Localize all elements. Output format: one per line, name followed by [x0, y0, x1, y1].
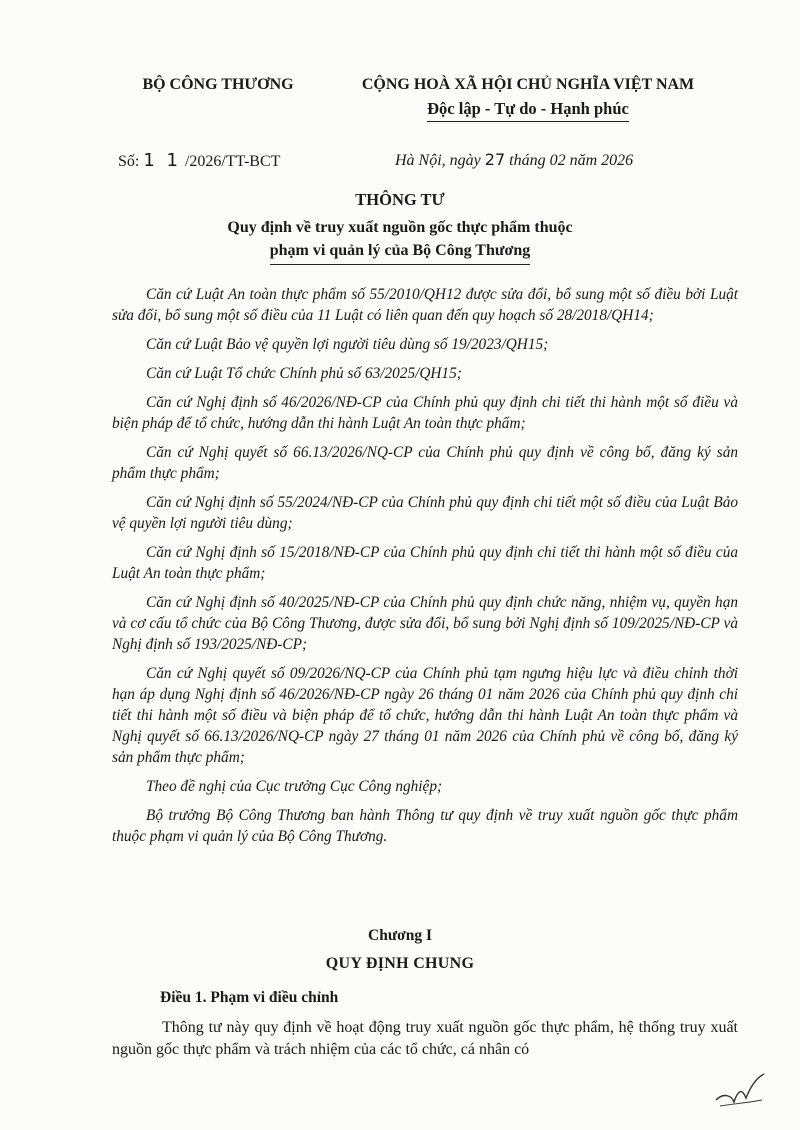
preamble-paragraph: Căn cứ Nghị quyết số 66.13/2026/NQ-CP của Chính phủ quy định về công bố, đăng ký sản phẩm thực phẩm; — [112, 444, 738, 482]
preamble-paragraph: Theo đề nghị của Cục trưởng Cục Công nghiệp; — [146, 778, 443, 795]
preamble-paragraph: Căn cứ Luật Tổ chức Chính phủ số 63/2025/QH15; — [146, 365, 462, 382]
preamble-paragraph: Căn cứ Nghị định số 40/2025/NĐ-CP của Chính phủ quy định chức năng, nhiệm vụ, quyền hạn và cơ cấu tổ chức của Bộ Công Thương, được sửa đổi, bổ sung bởi Nghị định số 109/2025/NĐ-CP và Nghị định số 193/2025/NĐ-CP; — [112, 594, 738, 653]
ministry-name: BỘ CÔNG THƯƠNG — [142, 76, 294, 93]
chapter-heading: Chương I — [368, 927, 432, 944]
preamble-paragraph: Căn cứ Luật Bảo vệ quyền lợi người tiêu dùng số 19/2023/QH15; — [146, 336, 549, 353]
handwritten-initials-mark — [712, 1070, 770, 1110]
preamble-paragraph: Căn cứ Luật An toàn thực phẩm số 55/2010/QH12 được sửa đổi, bổ sung một số điều bởi Luật sửa đổi, bổ sung một số điều của 11 Luật có liên quan đến quy hoạch số 28/2018/QH14; — [112, 286, 738, 324]
article-heading: Điều 1. Phạm vi điều chỉnh — [160, 989, 339, 1006]
place-date — [395, 150, 633, 170]
article-body — [112, 1017, 738, 1061]
preamble-paragraph: Căn cứ Nghị quyết số 09/2026/NQ-CP của Chính phủ tạm ngưng hiệu lực và điều chỉnh thời hạn áp dụng Nghị định số 46/2026/NĐ-CP ngày 26 tháng 01 năm 2026 của Chính phủ quy định chi tiết thi hành một số điều và biện pháp để tổ chức, hướng dẫn thi hành Luật An toàn thực phẩm và Nghị quyết số 66.13/2026/NQ-CP ngày 27 tháng 01 năm 2026 của Chính phủ về công bố, đăng ký sản phẩm thực phẩm; — [112, 665, 738, 766]
document-number — [118, 150, 280, 171]
doc-number-handwritten: 1 1 — [143, 150, 181, 171]
nation-title: CỘNG HOÀ XÃ HỘI CHỦ NGHĨA VIỆT NAM — [361, 76, 695, 93]
preamble-paragraph: Căn cứ Nghị định số 15/2018/NĐ-CP của Chính phủ quy định chi tiết thi hành một số điều của Luật An toàn thực phẩm; — [112, 544, 738, 582]
doc-number-prefix: Số: — [118, 153, 144, 170]
article-paragraph: Thông tư này quy định về hoạt động truy xuất nguồn gốc thực phẩm, hệ thống truy xuất nguồn gốc thực phẩm và trách nhiệm của các tổ chức, cá nhân có — [112, 1019, 738, 1058]
national-header — [318, 76, 738, 122]
doc-number-suffix: /2026/TT-BCT — [180, 153, 281, 170]
document-type-title: THÔNG TƯ — [355, 190, 445, 209]
preamble-paragraph: Căn cứ Nghị định số 46/2026/NĐ-CP của Chính phủ quy định chi tiết thi hành một số điều và biện pháp để tổ chức, hướng dẫn thi hành Luật An toàn thực phẩm; — [112, 394, 738, 432]
document-subject — [0, 216, 800, 265]
day-handwritten: 27 — [484, 150, 506, 169]
subject-line-1: Quy định về truy xuất nguồn gốc thực phẩm thuộc — [227, 219, 573, 236]
preamble-paragraph: Căn cứ Nghị định số 55/2024/NĐ-CP của Chính phủ quy định chi tiết một số điều của Luật Bảo vệ quyền lợi người tiêu dùng; — [112, 494, 738, 532]
place-suffix: tháng 02 năm 2026 — [505, 152, 634, 169]
preamble — [112, 284, 738, 855]
chapter-title: QUY ĐỊNH CHUNG — [325, 955, 475, 972]
subject-line-2: phạm vi quản lý của Bộ Công Thương — [270, 239, 530, 265]
national-motto: Độc lập - Tự do - Hạnh phúc — [427, 99, 629, 122]
place-prefix: Hà Nội, ngày — [395, 152, 485, 169]
preamble-paragraph: Bộ trưởng Bộ Công Thương ban hành Thông tư quy định về truy xuất nguồn gốc thực phẩm thuộc phạm vi quản lý của Bộ Công Thương. — [112, 807, 738, 845]
